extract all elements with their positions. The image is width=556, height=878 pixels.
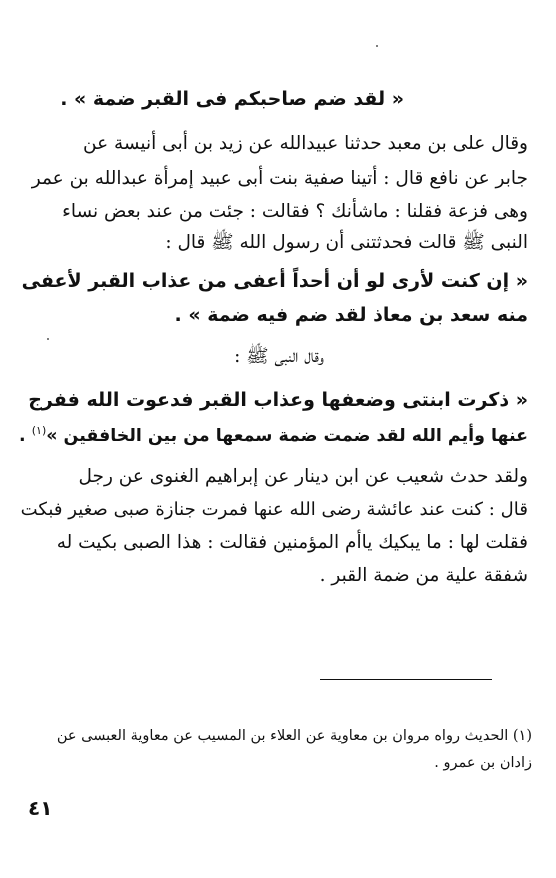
paragraph-line: النبى ﷺ قالت فحدثتنى أن رسول الله ﷺ قال : <box>165 232 528 253</box>
paragraph-line: شفقة علية من ضمة القبر . <box>319 565 528 586</box>
quote-end: . <box>19 425 32 446</box>
quote-text: عنها وأيم الله لقد ضمت ضمة سمعها من بين الخافقين » <box>46 425 528 446</box>
paragraph-line: ولقد حدث شعيب عن ابن دينار عن إبراهيم الغنوى عن رجل <box>78 466 528 487</box>
footnote-separator <box>320 679 492 680</box>
paragraph-line: جابر عن نافع قال : أتينا صفية بنت أبى عبيد إمرأة عبدالله بن عمر <box>31 168 528 189</box>
quote-line: « ذكرت ابنتى وضعفها وعذاب القبر فدعوت الله ففرج <box>28 389 528 411</box>
quote-line: منه سعد بن معاذ لقد ضم فيه ضمة » . <box>174 304 528 326</box>
page-number: ٤١ <box>28 796 53 820</box>
paragraph-line: وهى فزعة فقلنا : ماشأنك ؟ فقالت : جئت من عند بعض نساء <box>62 201 528 222</box>
quote-line: « إن كنت لأرى لو أن أحداً أعفى من عذاب القبر لأعفى <box>21 270 528 292</box>
print-speck <box>47 338 49 340</box>
footnote-line: زادان بن عمرو . <box>434 755 532 771</box>
paragraph-line: فقلت لها : ما يبكيك ياأم المؤمنين فقالت : هذا الصبى بكيت له <box>56 532 528 553</box>
footnote-ref: (١) <box>31 424 47 437</box>
print-speck <box>376 45 378 47</box>
paragraph-line: قال : كنت عند عائشة رضى الله عنها فمرت جنازة صبى صغير فبكت <box>20 499 528 520</box>
heading-quote: « لقد ضم صاحبكم فى القبر ضمة » . <box>60 88 404 110</box>
footnote-line: (١) الحديث رواه مروان بن معاوية عن العلاء بن المسيب عن معاوية العبسى عن <box>56 728 532 744</box>
quote-line <box>19 424 528 446</box>
paragraph-line: وقال على بن معبد حدثنا عبيدالله عن زيد بن أبى أنيسة عن <box>82 133 528 154</box>
quote-intro: وقال النبى ﷺ : <box>234 346 324 367</box>
